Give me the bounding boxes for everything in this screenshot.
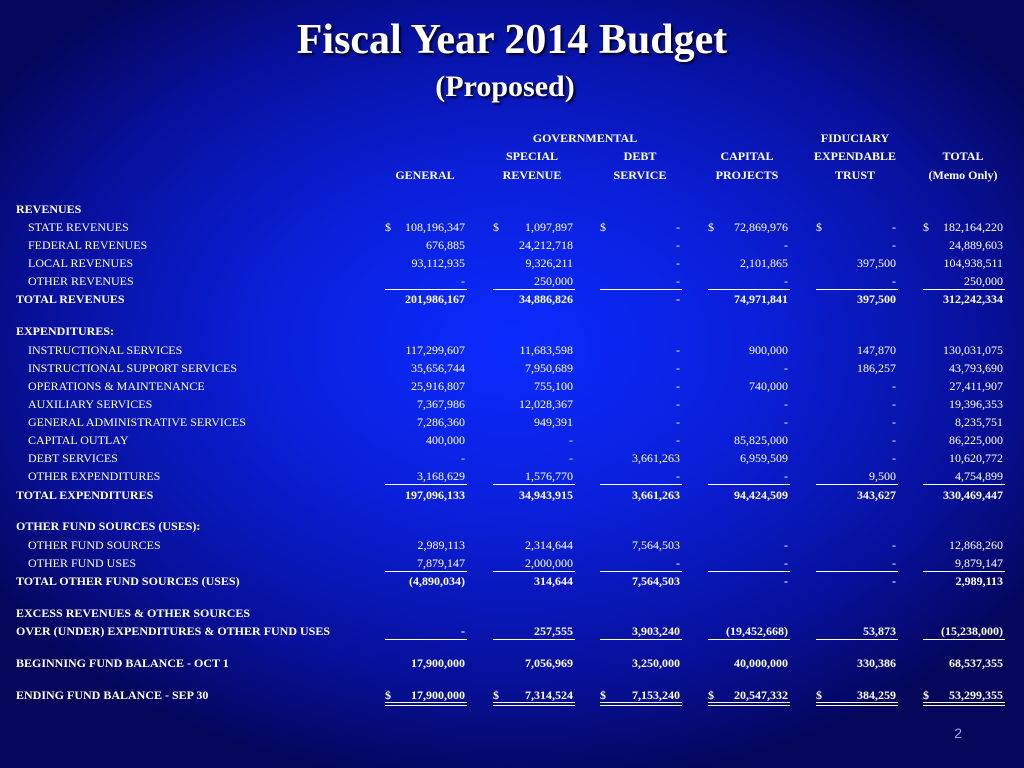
cell-value: -: [569, 451, 573, 465]
cell-value: 2,314,644: [525, 538, 573, 552]
row-label: GENERAL ADMINISTRATIVE SERVICES: [28, 415, 246, 429]
cell-value: 201,986,167: [405, 292, 465, 306]
table-row: [0, 397, 1024, 413]
cell-value: 330,469,447: [943, 488, 1003, 502]
cell-underline: [923, 484, 1005, 485]
cell-value: -: [784, 469, 788, 483]
cell-value: 740,000: [749, 379, 788, 393]
cell-underline: [923, 571, 1005, 572]
total-row: [0, 292, 1024, 308]
dollar-sign: $: [385, 220, 391, 234]
cell-underline: [923, 289, 1005, 290]
cell-value: -: [676, 397, 680, 411]
cell-value: 2,000,000: [525, 556, 573, 570]
header-special: SPECIAL: [505, 149, 558, 163]
dollar-sign: $: [708, 688, 714, 702]
table-row: [0, 556, 1024, 572]
cell-value: 7,153,240: [632, 688, 680, 702]
header-general: GENERAL: [395, 168, 455, 182]
cell-value: -: [892, 238, 896, 252]
row-label: BEGINNING FUND BALANCE - OCT 1: [16, 656, 229, 670]
cell-value: 74,971,841: [734, 292, 788, 306]
cell-underline: [816, 571, 898, 572]
cell-value: -: [892, 556, 896, 570]
table-row: [0, 469, 1024, 485]
total-row: [0, 574, 1024, 590]
cell-value: 34,886,826: [519, 292, 573, 306]
cell-value: -: [676, 556, 680, 570]
cell-value: -: [461, 274, 465, 288]
cell-value: -: [676, 343, 680, 357]
cell-underline: [600, 289, 682, 290]
cell-underline: [816, 484, 898, 485]
cell-value: -: [892, 433, 896, 447]
cell-value: -: [676, 238, 680, 252]
page-title: Fiscal Year 2014 Budget: [296, 17, 728, 63]
total-row: [0, 688, 1024, 704]
cell-value: -: [784, 556, 788, 570]
cell-value: 68,537,355: [949, 656, 1003, 670]
row-label: OTHER FUND SOURCES (USES):: [16, 519, 201, 533]
cell-value: 20,547,332: [734, 688, 788, 702]
cell-value: 117,299,607: [405, 343, 465, 357]
cell-underline: [385, 484, 467, 485]
cell-underline: [708, 289, 790, 290]
cell-underline: [923, 702, 1005, 706]
cell-value: 24,212,718: [519, 238, 573, 252]
cell-value: -: [676, 292, 680, 306]
cell-value: 19,396,353: [949, 397, 1003, 411]
page-subtitle: (Proposed): [435, 70, 575, 103]
cell-value: 40,000,000: [734, 656, 788, 670]
cell-underline: [600, 484, 682, 485]
table-row: [0, 451, 1024, 467]
cell-value: 35,656,744: [411, 361, 465, 375]
cell-underline: [816, 289, 898, 290]
header-total: TOTAL: [942, 149, 984, 163]
header-service: SERVICE: [613, 168, 667, 182]
dollar-sign: $: [708, 220, 714, 234]
cell-value: 676,885: [426, 238, 465, 252]
cell-value: 9,500: [869, 469, 896, 483]
cell-value: -: [892, 220, 896, 234]
cell-value: 72,869,976: [734, 220, 788, 234]
cell-value: 3,661,263: [632, 488, 680, 502]
cell-value: 7,564,503: [632, 538, 680, 552]
cell-value: -: [676, 220, 680, 234]
cell-value: -: [676, 379, 680, 393]
row-label: OVER (UNDER) EXPENDITURES & OTHER FUND USES: [16, 624, 331, 638]
cell-value: 7,564,503: [632, 574, 680, 588]
cell-value: 108,196,347: [405, 220, 465, 234]
cell-value: 27,411,907: [949, 379, 1003, 393]
cell-value: 94,424,509: [734, 488, 788, 502]
total-row: [0, 656, 1024, 672]
row-label: ENDING FUND BALANCE - SEP 30: [16, 688, 209, 702]
cell-value: 397,500: [857, 292, 896, 306]
cell-value: 343,627: [857, 488, 896, 502]
dollar-sign: $: [385, 688, 391, 702]
row-label: TOTAL EXPENDITURES: [16, 488, 154, 502]
cell-underline: [493, 289, 575, 290]
cell-underline: [385, 289, 467, 290]
page-number: 2: [954, 725, 962, 741]
cell-value: -: [676, 361, 680, 375]
cell-value: 93,112,935: [411, 256, 465, 270]
cell-value: -: [784, 538, 788, 552]
cell-value: 7,367,986: [417, 397, 465, 411]
cell-value: (15,238,000): [941, 624, 1003, 638]
cell-value: 250,000: [964, 274, 1003, 288]
cell-value: 86,225,000: [949, 433, 1003, 447]
cell-underline: [600, 639, 682, 640]
dollar-sign: $: [816, 688, 822, 702]
cell-value: 147,870: [857, 343, 896, 357]
cell-value: 9,326,211: [525, 256, 573, 270]
cell-value: -: [461, 624, 465, 638]
cell-value: 85,825,000: [734, 433, 788, 447]
table-row: [0, 220, 1024, 236]
cell-value: 330,386: [857, 656, 896, 670]
cell-value: 11,683,598: [519, 343, 573, 357]
cell-value: (19,452,668): [726, 624, 788, 638]
cell-value: 755,100: [534, 379, 573, 393]
cell-value: 7,286,360: [417, 415, 465, 429]
cell-underline: [600, 571, 682, 572]
cell-value: 7,950,689: [525, 361, 573, 375]
cell-value: -: [676, 274, 680, 288]
cell-value: -: [784, 238, 788, 252]
cell-value: 312,242,334: [943, 292, 1003, 306]
cell-value: -: [676, 415, 680, 429]
cell-underline: [493, 484, 575, 485]
cell-value: 7,879,147: [417, 556, 465, 570]
cell-value: -: [676, 433, 680, 447]
dollar-sign: $: [600, 220, 606, 234]
dollar-sign: $: [600, 688, 606, 702]
cell-value: 43,793,690: [949, 361, 1003, 375]
cell-value: 53,873: [863, 624, 896, 638]
table-row: [0, 256, 1024, 272]
cell-underline: [385, 571, 467, 572]
cell-value: -: [892, 379, 896, 393]
dollar-sign: $: [493, 688, 499, 702]
cell-value: 182,164,220: [943, 220, 1003, 234]
cell-value: 25,916,807: [411, 379, 465, 393]
cell-value: 3,250,000: [632, 656, 680, 670]
section-header-row: [0, 606, 1024, 622]
table-row: [0, 238, 1024, 254]
row-label: OTHER REVENUES: [28, 274, 134, 288]
cell-value: 53,299,355: [949, 688, 1003, 702]
cell-value: 24,889,603: [949, 238, 1003, 252]
header-debt: DEBT: [623, 149, 657, 163]
row-label: OTHER FUND USES: [28, 556, 137, 570]
row-label: STATE REVENUES: [28, 220, 129, 234]
cell-value: 104,938,511: [943, 256, 1003, 270]
row-label: EXCESS REVENUES & OTHER SOURCES: [16, 606, 251, 620]
cell-value: -: [784, 574, 788, 588]
header-governmental: GOVERNMENTAL: [532, 131, 638, 145]
cell-value: 10,620,772: [949, 451, 1003, 465]
table-row: [0, 361, 1024, 377]
cell-value: -: [784, 274, 788, 288]
header-expendable: EXPENDABLE: [813, 149, 896, 163]
cell-value: 949,391: [534, 415, 573, 429]
cell-underline: [385, 639, 467, 640]
table-row: [0, 433, 1024, 449]
cell-value: 9,879,147: [955, 556, 1003, 570]
cell-value: 2,989,113: [955, 574, 1003, 588]
cell-value: -: [892, 538, 896, 552]
cell-value: -: [461, 451, 465, 465]
cell-value: 1,576,770: [525, 469, 573, 483]
row-label: OPERATIONS & MAINTENANCE: [28, 379, 205, 393]
table-row: [0, 343, 1024, 359]
row-label: TOTAL REVENUES: [16, 292, 125, 306]
cell-value: 186,257: [857, 361, 896, 375]
dollar-sign: $: [493, 220, 499, 234]
cell-value: -: [892, 415, 896, 429]
cell-value: 17,900,000: [411, 656, 465, 670]
cell-value: 3,168,629: [417, 469, 465, 483]
cell-value: 314,644: [534, 574, 573, 588]
cell-value: (4,890,034): [409, 574, 465, 588]
cell-value: 34,943,915: [519, 488, 573, 502]
dollar-sign: $: [923, 688, 929, 702]
cell-underline: [493, 571, 575, 572]
cell-value: 400,000: [426, 433, 465, 447]
row-label: FEDERAL REVENUES: [28, 238, 148, 252]
cell-value: 8,235,751: [955, 415, 1003, 429]
row-label: OTHER FUND SOURCES: [28, 538, 161, 552]
cell-value: -: [676, 256, 680, 270]
row-label: INSTRUCTIONAL SUPPORT SERVICES: [28, 361, 238, 375]
row-label: DEBT SERVICES: [28, 451, 118, 465]
cell-value: 3,661,263: [632, 451, 680, 465]
cell-value: -: [892, 574, 896, 588]
row-label: EXPENDITURES:: [16, 324, 115, 338]
section-header-row: [0, 324, 1024, 340]
cell-value: 197,096,133: [405, 488, 465, 502]
total-row: [0, 488, 1024, 504]
cell-value: -: [676, 469, 680, 483]
cell-value: 1,097,897: [525, 220, 573, 234]
cell-value: -: [784, 361, 788, 375]
cell-value: 257,555: [534, 624, 573, 638]
cell-underline: [708, 484, 790, 485]
section-header-row: [0, 202, 1024, 218]
row-label: TOTAL OTHER FUND SOURCES (USES): [16, 574, 240, 588]
cell-value: 17,900,000: [411, 688, 465, 702]
table-row: [0, 415, 1024, 431]
row-label: AUXILIARY SERVICES: [28, 397, 153, 411]
cell-value: 397,500: [857, 256, 896, 270]
cell-value: 130,031,075: [943, 343, 1003, 357]
row-label: INSTRUCTIONAL SERVICES: [28, 343, 183, 357]
cell-value: -: [892, 451, 896, 465]
cell-value: -: [784, 415, 788, 429]
dollar-sign: $: [816, 220, 822, 234]
cell-value: 6,959,509: [740, 451, 788, 465]
header-capital: CAPITAL: [720, 149, 774, 163]
total-row: [0, 624, 1024, 640]
row-label: LOCAL REVENUES: [28, 256, 134, 270]
row-label: REVENUES: [16, 202, 82, 216]
cell-value: 12,868,260: [949, 538, 1003, 552]
table-row: [0, 379, 1024, 395]
header-projects: PROJECTS: [715, 168, 779, 182]
header-trust: TRUST: [834, 168, 875, 182]
cell-underline: [816, 639, 898, 640]
cell-value: 3,903,240: [632, 624, 680, 638]
header-memo-only: (Memo Only): [928, 168, 998, 182]
cell-value: 12,028,367: [519, 397, 573, 411]
cell-underline: [708, 571, 790, 572]
cell-value: 2,101,865: [740, 256, 788, 270]
cell-underline: [708, 639, 790, 640]
header-revenue: REVENUE: [502, 168, 562, 182]
cell-value: 4,754,899: [955, 469, 1003, 483]
cell-value: -: [784, 397, 788, 411]
cell-value: -: [892, 397, 896, 411]
table-row: [0, 538, 1024, 554]
cell-value: -: [892, 274, 896, 288]
table-row: [0, 274, 1024, 290]
row-label: CAPITAL OUTLAY: [28, 433, 129, 447]
row-label: OTHER EXPENDITURES: [28, 469, 161, 483]
cell-value: -: [569, 433, 573, 447]
header-fiduciary: FIDUCIARY: [820, 131, 890, 145]
cell-value: 900,000: [749, 343, 788, 357]
section-header-row: [0, 519, 1024, 535]
cell-value: 2,989,113: [417, 538, 465, 552]
dollar-sign: $: [923, 220, 929, 234]
cell-value: 7,056,969: [525, 656, 573, 670]
cell-value: 250,000: [534, 274, 573, 288]
cell-underline: [923, 639, 1005, 640]
cell-underline: [493, 639, 575, 640]
cell-value: 384,259: [857, 688, 896, 702]
cell-value: 7,314,524: [525, 688, 573, 702]
